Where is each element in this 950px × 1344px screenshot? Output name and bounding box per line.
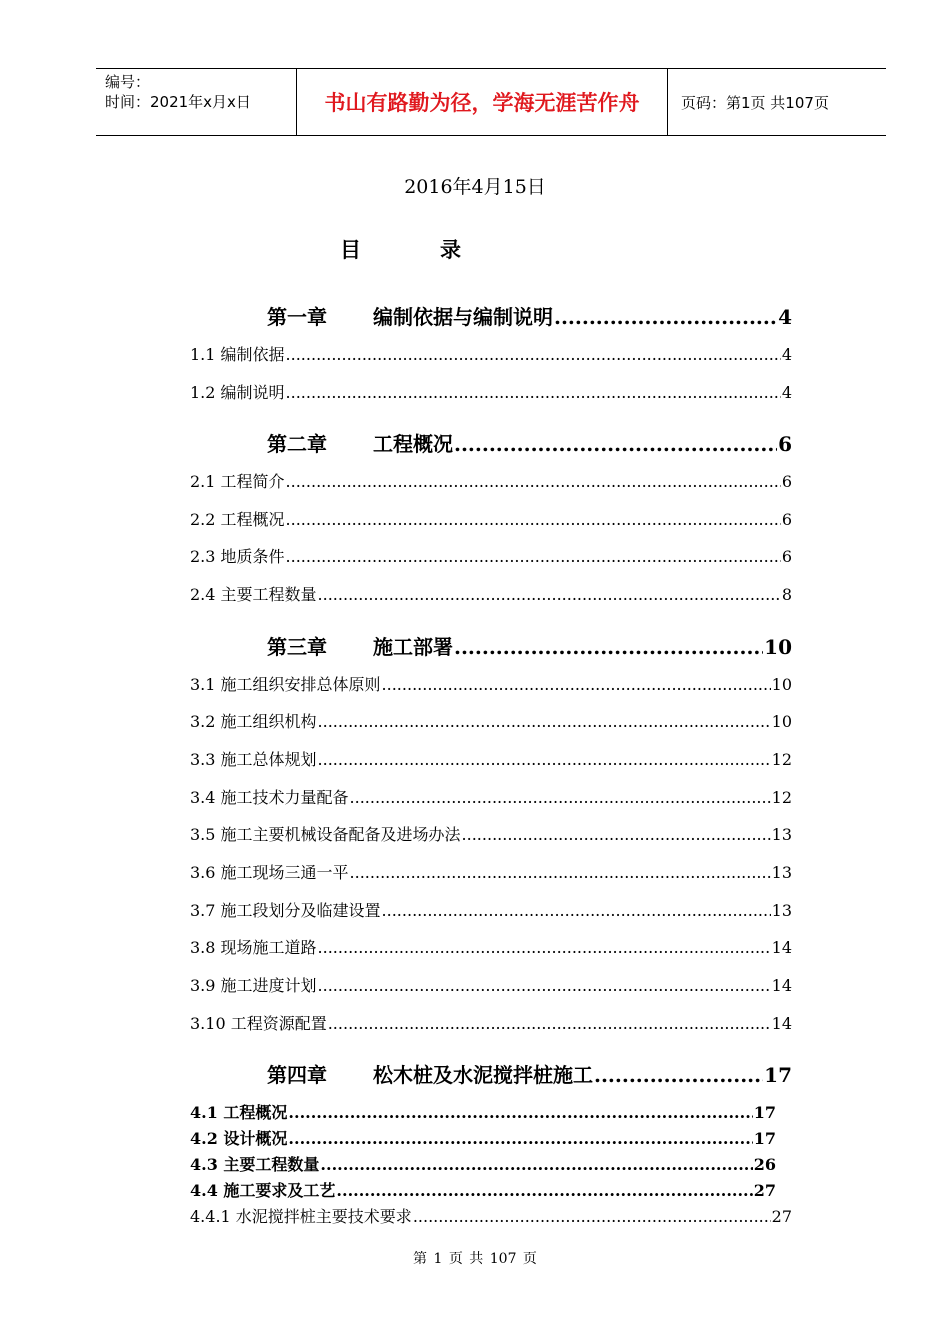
chapter-label: 第四章 <box>267 1063 327 1087</box>
toc-subsection[interactable] <box>190 1204 792 1227</box>
section-page: 13 <box>771 901 792 920</box>
section-title: 3.5 施工主要机械设备配备及进场办法 <box>190 825 461 844</box>
chapter-page: 6 <box>778 432 792 456</box>
dot-leader <box>454 432 777 456</box>
section-page: 10 <box>771 712 792 731</box>
page-footer: 第 1 页 共 107 页 <box>413 1251 537 1267</box>
section-title: 4.4 施工要求及工艺 <box>190 1181 336 1200</box>
toc-bold-section[interactable] <box>190 1178 776 1201</box>
section-title: 1.2 编制说明 <box>190 383 285 402</box>
section-title: 3.4 施工技术力量配备 <box>190 788 349 807</box>
section-page: 14 <box>771 938 792 957</box>
chapter-title: 工程概况 <box>373 432 453 456</box>
section-page: 4 <box>781 345 792 364</box>
section-title: 3.3 施工总体规划 <box>190 750 317 769</box>
section-title: 3.8 现场施工道路 <box>190 938 317 957</box>
section-title: 4.3 主要工程数量 <box>190 1155 320 1174</box>
section-title: 2.4 主要工程数量 <box>190 585 317 604</box>
dot-leader <box>554 305 777 329</box>
section-page: 8 <box>781 585 792 604</box>
section-title: 3.2 施工组织机构 <box>190 712 317 731</box>
dot-leader <box>318 976 771 995</box>
toc-section[interactable] <box>190 672 792 695</box>
section-title: 2.2 工程概况 <box>190 510 285 529</box>
section-title: 4.4.1 水泥搅拌桩主要技术要求 <box>190 1207 412 1226</box>
dot-leader <box>286 345 781 364</box>
section-title: 2.1 工程简介 <box>190 472 285 491</box>
dot-leader <box>320 1155 752 1174</box>
dot-leader <box>318 750 771 769</box>
section-page: 17 <box>753 1103 776 1122</box>
section-title: 3.9 施工进度计划 <box>190 976 317 995</box>
chapter-page: 17 <box>764 1063 792 1087</box>
section-title: 2.3 地质条件 <box>190 547 285 566</box>
toc-section[interactable] <box>190 709 792 732</box>
dot-leader <box>318 712 771 731</box>
document-date: 2016年4月15日 <box>404 176 546 198</box>
toc-title-char-1: 目 <box>340 237 361 262</box>
toc-title-char-2: 录 <box>440 237 461 262</box>
toc-section[interactable] <box>190 544 792 567</box>
document-header-table <box>96 68 886 136</box>
chapter-page: 10 <box>764 635 792 659</box>
page-info-text: 页码：第1页 共107页 <box>681 93 829 112</box>
toc-bold-section[interactable] <box>190 1100 776 1123</box>
dot-leader <box>286 510 781 529</box>
chapter-title: 松木桩及水泥搅拌桩施工 <box>373 1063 593 1087</box>
time-label: 时间：2021年x月x日 <box>105 93 251 111</box>
toc-section[interactable] <box>190 747 792 770</box>
section-title: 4.1 工程概况 <box>190 1103 288 1122</box>
section-page: 27 <box>771 1207 792 1226</box>
section-page: 6 <box>781 472 792 491</box>
toc-section[interactable] <box>190 822 792 845</box>
dot-leader <box>350 863 771 882</box>
chapter-title: 编制依据与编制说明 <box>373 305 553 329</box>
toc-section[interactable] <box>190 898 792 921</box>
dot-leader <box>318 938 771 957</box>
section-title: 3.7 施工段划分及临建设置 <box>190 901 381 920</box>
motto-text: 书山有路勤为径，学海无涯苦作舟 <box>324 90 640 115</box>
toc-chapter-1[interactable] <box>267 301 792 330</box>
chapter-label: 第二章 <box>267 432 327 456</box>
toc-section[interactable] <box>190 469 792 492</box>
section-page: 26 <box>753 1155 776 1174</box>
chapter-label: 第三章 <box>267 635 327 659</box>
toc-chapter-4[interactable] <box>267 1059 792 1088</box>
dot-leader <box>454 635 763 659</box>
toc-section[interactable] <box>190 507 792 530</box>
toc-bold-section[interactable] <box>190 1152 776 1175</box>
dot-leader <box>594 1063 763 1087</box>
dot-leader <box>288 1129 752 1148</box>
toc-section[interactable] <box>190 935 792 958</box>
toc-bold-section[interactable] <box>190 1126 776 1149</box>
header-meta-cell <box>96 69 297 135</box>
toc-section[interactable] <box>190 1011 792 1034</box>
section-page: 14 <box>771 1014 792 1033</box>
toc-title <box>340 234 461 264</box>
toc-section[interactable] <box>190 973 792 996</box>
dot-leader <box>288 1103 752 1122</box>
section-title: 3.1 施工组织安排总体原则 <box>190 675 381 694</box>
section-page: 17 <box>753 1129 776 1148</box>
toc-section[interactable] <box>190 582 792 605</box>
motto-cell <box>297 69 668 135</box>
dot-leader <box>413 1207 771 1226</box>
dot-leader <box>328 1014 771 1033</box>
dot-leader <box>350 788 771 807</box>
chapter-label: 第一章 <box>267 305 327 329</box>
section-page: 6 <box>781 510 792 529</box>
chapter-page: 4 <box>778 305 792 329</box>
toc-chapter-2[interactable] <box>267 428 792 457</box>
section-page: 6 <box>781 547 792 566</box>
toc-section[interactable] <box>190 380 792 403</box>
dot-leader <box>286 472 781 491</box>
dot-leader <box>382 901 771 920</box>
section-title: 1.1 编制依据 <box>190 345 285 364</box>
dot-leader <box>336 1181 752 1200</box>
section-page: 27 <box>753 1181 776 1200</box>
dot-leader <box>318 585 781 604</box>
chapter-title: 施工部署 <box>373 635 453 659</box>
section-title: 3.6 施工现场三通一平 <box>190 863 349 882</box>
section-title: 3.10 工程资源配置 <box>190 1014 327 1033</box>
toc-section[interactable] <box>190 860 792 883</box>
section-page: 14 <box>771 976 792 995</box>
dot-leader <box>286 383 781 402</box>
dot-leader <box>382 675 771 694</box>
dot-leader <box>286 547 781 566</box>
page-info-cell <box>668 69 886 135</box>
section-page: 13 <box>771 863 792 882</box>
section-page: 4 <box>781 383 792 402</box>
number-label: 编号： <box>105 73 151 91</box>
section-page: 10 <box>771 675 792 694</box>
toc-section[interactable] <box>190 785 792 808</box>
section-page: 12 <box>771 750 792 769</box>
dot-leader <box>462 825 771 844</box>
section-page: 13 <box>771 825 792 844</box>
toc-chapter-3[interactable] <box>267 631 792 660</box>
section-title: 4.2 设计概况 <box>190 1129 288 1148</box>
section-page: 12 <box>771 788 792 807</box>
toc-section[interactable] <box>190 342 792 365</box>
